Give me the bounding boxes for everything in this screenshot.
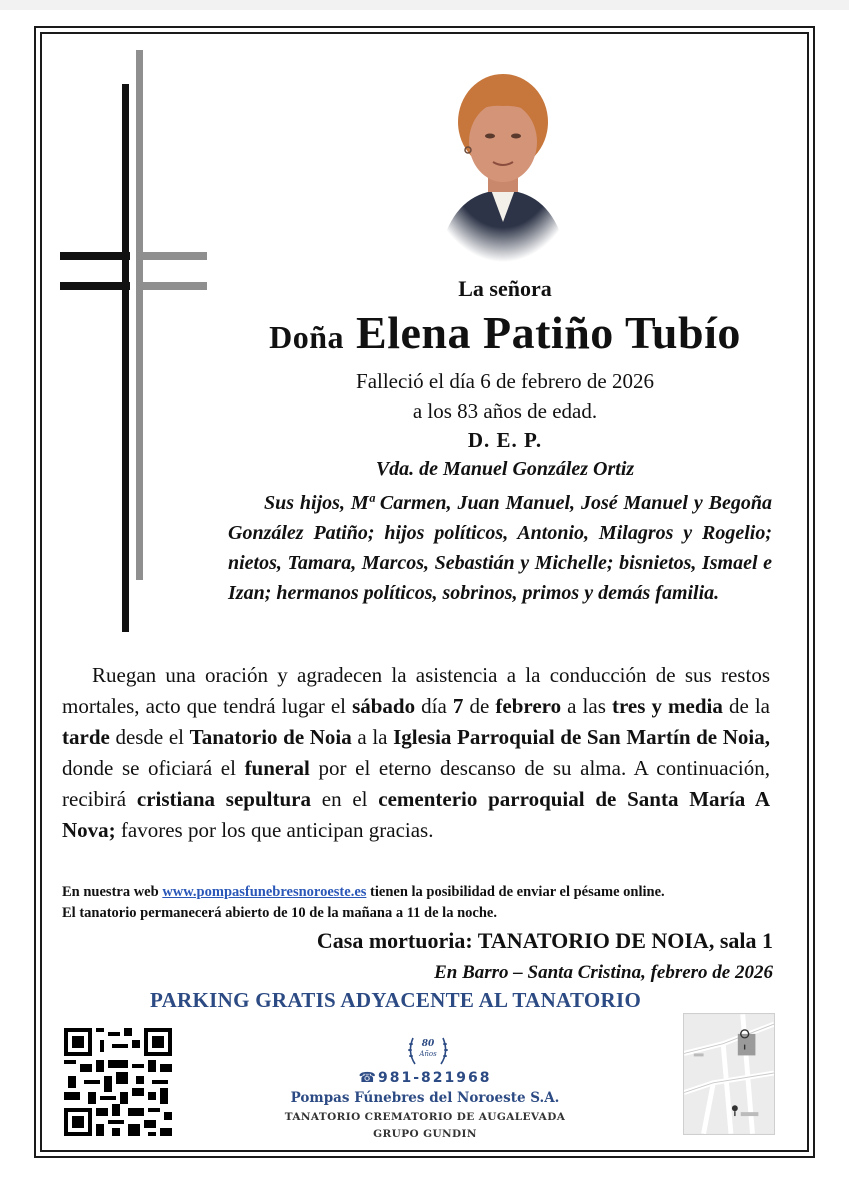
top-strip bbox=[0, 0, 849, 10]
svg-text:Años: Años bbox=[419, 1050, 437, 1058]
cross-gray-arm-top bbox=[136, 252, 207, 260]
qr-code[interactable] bbox=[64, 1028, 172, 1136]
cross-gray-vertical bbox=[136, 50, 143, 580]
anniversary-badge-icon bbox=[405, 1030, 451, 1070]
family-list: Sus hijos, Mª Carmen, Juan Manuel, José Manuel y Begoña González Patiño; hijos políticos, Antonio, Milagros y Rogelio; nietos, Tamara, Marcos, Sebastián y Michelle; bisnietos, Ismael e Izan; hermanos políticos, sobrinos, primos y demás familia. bbox=[228, 492, 772, 604]
cross-gray-arm-bottom bbox=[136, 282, 207, 290]
crematorium-name: TANATORIO CREMATORIO DE AUGALEVADA bbox=[284, 1111, 566, 1123]
title-prefix: La señora bbox=[458, 276, 552, 301]
widow-of: Vda. de Manuel González Ortiz bbox=[375, 458, 635, 480]
deceased-name bbox=[220, 306, 790, 359]
group-name: GRUPO GUNDIN bbox=[373, 1128, 477, 1140]
place-date: En Barro – Santa Cristina, febrero de 2026 bbox=[434, 962, 773, 983]
web-note: En nuestra web www.pompasfunebresnoroeste.es tienen la posibilidad de enviar el pésame online. bbox=[62, 884, 665, 900]
phone-number: ☎981-821968 bbox=[358, 1070, 492, 1086]
svg-text:80: 80 bbox=[421, 1039, 435, 1049]
cross-black-arm-bottom bbox=[60, 282, 130, 290]
funeral-home: Casa mortuoria: TANATORIO DE NOIA, sala 1 bbox=[316, 928, 773, 953]
cross-black-arm-top bbox=[60, 252, 130, 260]
portrait-photo bbox=[428, 52, 578, 262]
location-map[interactable] bbox=[683, 1013, 775, 1135]
rip: D. E. P. bbox=[467, 428, 543, 452]
full-name: Elena Patiño Tubío bbox=[356, 307, 741, 358]
parking-note: PARKING GRATIS ADYACENTE AL TANATORIO bbox=[150, 988, 642, 1012]
age: a los 83 años de edad. bbox=[412, 399, 598, 423]
death-date: Falleció el día 6 de febrero de 2026 bbox=[356, 369, 654, 393]
hours-note: El tanatorio permanecerá abierto de 10 de la mañana a 11 de la noche. bbox=[62, 905, 497, 921]
phone-icon: ☎ bbox=[358, 1070, 378, 1086]
ceremony-text: Ruegan una oración y agradecen la asistencia a la conducción de sus restos mortales, acto que tendrá lugar el sábado día 7 de febrero a las tres y media de la tarde desde el Tanatorio de Noia a la Iglesia Parroquial de San Martín de Noia, donde se oficiará el funeral por el eterno descanso de su alma. A continuación, recibirá cristiana sepultura en el cementerio parroquial de Santa María A Nova; favores por los que anticipan gracias. bbox=[62, 663, 770, 842]
death-info bbox=[220, 366, 790, 426]
cross-black-vertical bbox=[122, 84, 129, 632]
honorific: Doña bbox=[269, 319, 345, 355]
website-link[interactable]: www.pompasfunebresnoroeste.es bbox=[162, 884, 367, 900]
company-name: Pompas Fúnebres del Noroeste S.A. bbox=[290, 1090, 560, 1106]
